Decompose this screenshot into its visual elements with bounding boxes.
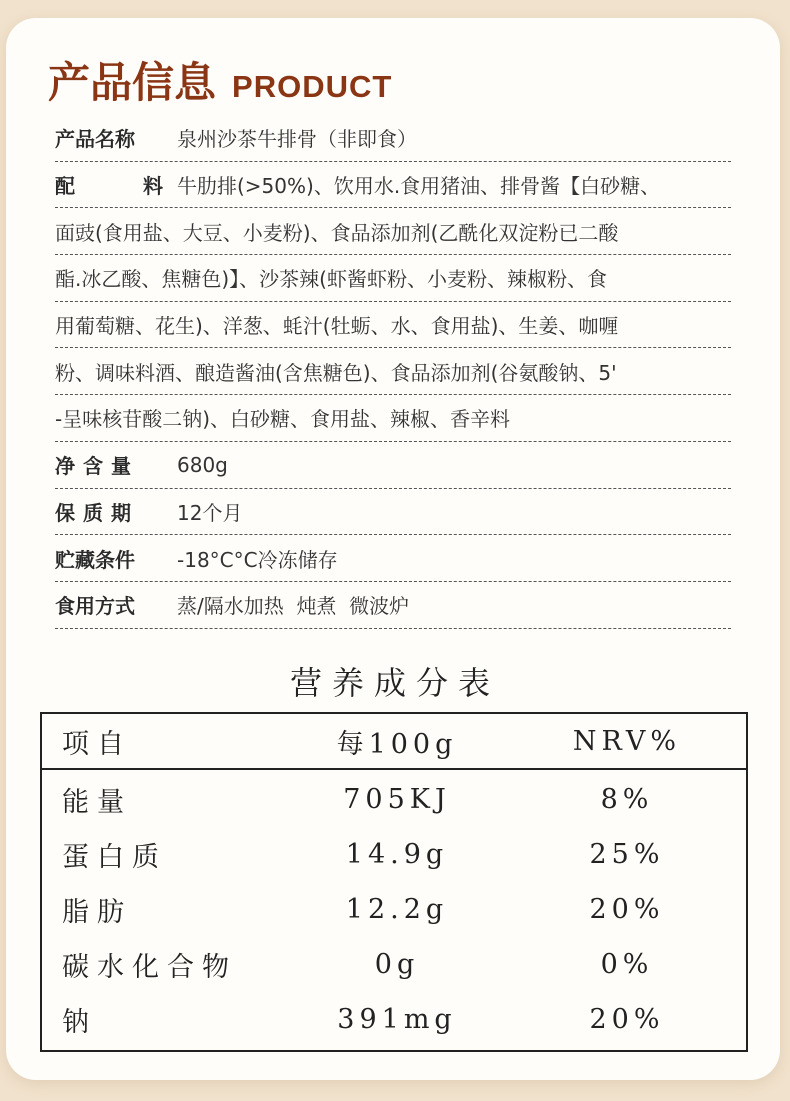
nutrient-nrv: 20% (589, 894, 665, 925)
nutrition-header-row (42, 714, 746, 770)
header-per-100g: 每100g (336, 728, 458, 760)
nutrient-name: 脂肪 (62, 897, 132, 928)
ingredients-line: 粉、调味料酒、酿造酱油(含焦糖色)、食品添加剂(谷氨酸钠、5' (55, 360, 617, 385)
info-row-name (55, 115, 731, 162)
info-row-ingredients-cont (55, 208, 731, 255)
info-row-ingredients-cont (55, 255, 731, 302)
ingredients-line: 用葡萄糖、花生)、洋葱、蚝汁(牡蛎、水、食用盐)、生姜、咖喱 (55, 314, 619, 339)
info-value: 泉州沙茶牛排骨（非即食） (177, 127, 417, 152)
info-row-ingredients-cont (55, 302, 731, 349)
table-row (42, 992, 746, 1047)
info-label: 净含量 (55, 454, 139, 479)
ingredients-line: 牛肋排(>50%)、饮用水.食用猪油、排骨酱【白砂糖、 (177, 174, 661, 199)
info-label: 食用方式 (55, 594, 135, 619)
header-nrv: NRV% (572, 725, 682, 757)
info-row-shelf-life (55, 489, 731, 536)
nutrient-amount: 14.9g (345, 839, 449, 870)
nutrition-title: 营养成分表 (289, 664, 500, 702)
info-row-net-content (55, 442, 731, 489)
info-row-storage (55, 535, 731, 582)
info-label: 配 料 (55, 174, 187, 199)
nutrient-amount: 12.2g (345, 894, 449, 925)
info-value: 蒸/隔水加热 炖煮 微波炉 (177, 594, 410, 619)
info-label: 贮藏条件 (55, 547, 135, 572)
info-value: -18°C°C冷冻储存 (177, 547, 338, 572)
nutrient-nrv: 25% (589, 839, 665, 870)
nutrient-amount: 705KJ (343, 784, 451, 815)
nutrient-nrv: 0% (600, 949, 654, 980)
nutrient-nrv: 8% (600, 784, 654, 815)
header-item: 项自 (62, 728, 132, 760)
info-row-ingredients-cont (55, 395, 731, 442)
ingredients-line: 酯.冰乙酸、焦糖色)】、沙茶辣(虾酱虾粉、小麦粉、辣椒粉、食 (55, 267, 607, 292)
info-label: 保质期 (55, 500, 139, 525)
table-row (42, 772, 746, 827)
nutrient-amount: 0g (374, 949, 420, 980)
table-row (42, 827, 746, 882)
heading-en: PRODUCT (232, 69, 393, 104)
nutrient-name: 碳水化合物 (62, 952, 237, 983)
info-row-ingredients (55, 162, 731, 209)
info-row-usage (55, 582, 731, 629)
section-heading (48, 50, 392, 110)
heading-zh: 产品信息 (48, 58, 217, 107)
info-label: 产品名称 (55, 127, 135, 152)
info-value: 680g (177, 452, 228, 477)
nutrient-nrv: 20% (589, 1004, 665, 1035)
table-row (42, 882, 746, 937)
nutrition-table (40, 712, 748, 1052)
ingredients-line: -呈味核苷酸二钠)、白砂糖、食用盐、辣椒、香辛料 (55, 407, 511, 432)
nutrient-amount: 391mg (337, 1004, 457, 1035)
product-info-list (55, 115, 731, 629)
table-row (42, 937, 746, 992)
nutrient-name: 能量 (62, 787, 132, 818)
nutrient-name: 蛋白质 (62, 842, 167, 873)
info-row-ingredients-cont (55, 348, 731, 395)
nutrient-name: 钠 (62, 1007, 97, 1038)
ingredients-line: 面豉(食用盐、大豆、小麦粉)、食品添加剂(乙酰化双淀粉已二酸 (55, 220, 619, 245)
info-value: 12个月 (177, 500, 243, 525)
